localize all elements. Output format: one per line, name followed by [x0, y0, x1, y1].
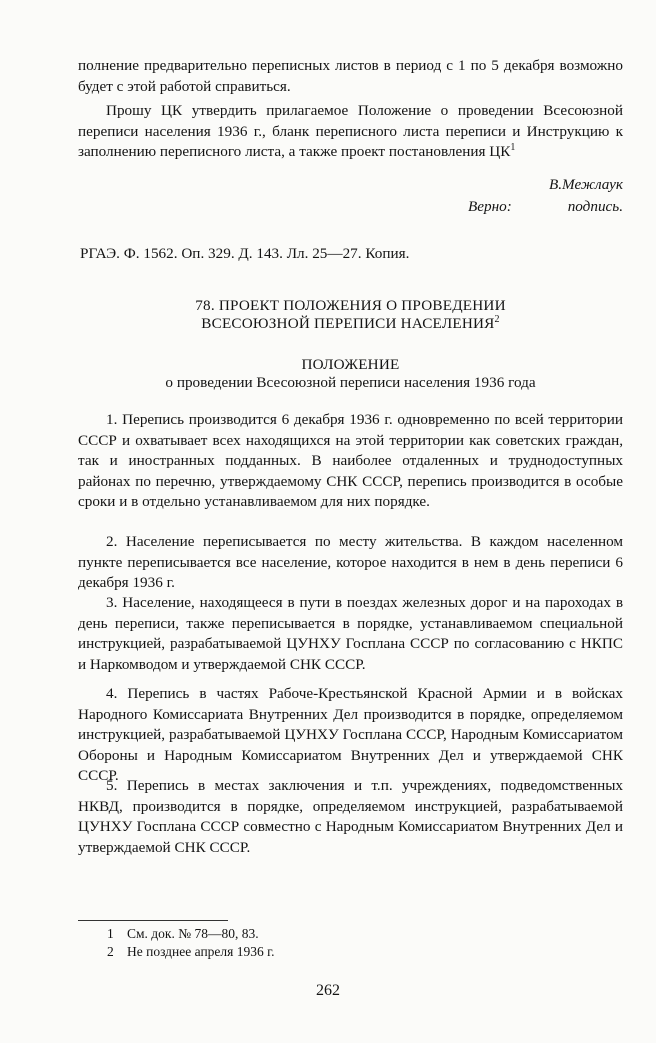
- doc-title-line2: [78, 315, 623, 334]
- footnote-text: См. док. № 78—80, 83.: [127, 926, 259, 941]
- signature-sign: подпись.: [567, 198, 623, 215]
- footnote-num: 1: [107, 926, 114, 941]
- signature-verify: Верно:: [468, 198, 512, 215]
- paragraph-3: 3. Население, находящееся в пути в поездах железных дорог и на пароходах в день переписи, также переписывается в порядке, устанавливаемом специальной инструкцией, разрабатываемой ЦУНХУ Госплана СССР по согласованию с НКПС и Наркомводом и утверждаемой СНК СССР.: [78, 594, 623, 673]
- footnote-text: Не позднее апреля 1936 г.: [127, 944, 275, 959]
- signature-line: [78, 197, 623, 218]
- subtitle: ПОЛОЖЕНИЕ: [301, 356, 400, 373]
- paragraph-5: 5. Перепись в местах заключения и т.п. учреждениях, подведомственных НКВД, производится в порядке, определяемом инструкцией, разрабатываемой ЦУНХУ Госплана СССР совместно с Народным Комиссариатом Внутренних Дел и утверждаемой СНК СССР.: [78, 777, 623, 856]
- footnote-1: [107, 925, 259, 943]
- request-paragraph: [78, 101, 623, 163]
- footnote-ref-2: 2: [494, 313, 500, 325]
- paragraph-1: 1. Перепись производится 6 декабря 1936 г. одновременно по всей территории СССР и охватывает всех находящихся на этой территории как советских граждан, так и иностранных подданных. В наиболее отдаленных и труднодоступных районах по перечню, утверждаемому СНК СССР, перепись производится в особые сроки и в отдельно устанавливаемом для них порядке.: [78, 411, 623, 510]
- doc-title-text: ВСЕСОЮЗНОЙ ПЕРЕПИСИ НАСЕЛЕНИЯ: [201, 315, 495, 332]
- paragraph-4: 4. Перепись в частях Рабоче-Крестьянской Красной Армии и в войсках Народного Комиссариата Внутренних Дел производится в порядке, определяемом инструкцией, разрабатываемой ЦУНХУ Госплана СССР, Народным Комиссариатом Обороны и Народным Комиссариатом Внутренних Дел и утверждаемой СНК СССР.: [78, 685, 623, 784]
- subtitle2: о проведении Всесоюзной переписи населения 1936 года: [165, 374, 536, 391]
- signature-name: В.Межлаук: [548, 176, 623, 193]
- doc-title-line1: 78. ПРОЕКТ ПОЛОЖЕНИЯ О ПРОВЕДЕНИИ: [195, 297, 506, 314]
- top-paragraph: полнение предварительно переписных листов в период с 1 по 5 декабря возможно будет с этой работой справиться.: [78, 57, 623, 95]
- footnote-divider: [78, 920, 228, 921]
- archive-reference: РГАЭ. Ф. 1562. Оп. 329. Д. 143. Лл. 25—27. Копия.: [80, 245, 410, 262]
- footnote-num: 2: [107, 944, 114, 959]
- paragraph-2: 2. Население переписывается по месту жительства. В каждом населенном пункте переписывается все население, которое находится в нем в день переписи 6 декабря 1936 г.: [78, 533, 623, 591]
- footnote-ref-1: 1: [510, 141, 516, 153]
- footnote-2: [107, 943, 275, 961]
- page-number: 262: [316, 982, 340, 999]
- request-text: Прошу ЦК утвердить прилагаемое Положение о проведении Всесоюзной переписи населения 1936 г., бланк переписного листа переписи и Инструкцию к заполнению переписного листа, а также проект постановления ЦК: [78, 102, 623, 160]
